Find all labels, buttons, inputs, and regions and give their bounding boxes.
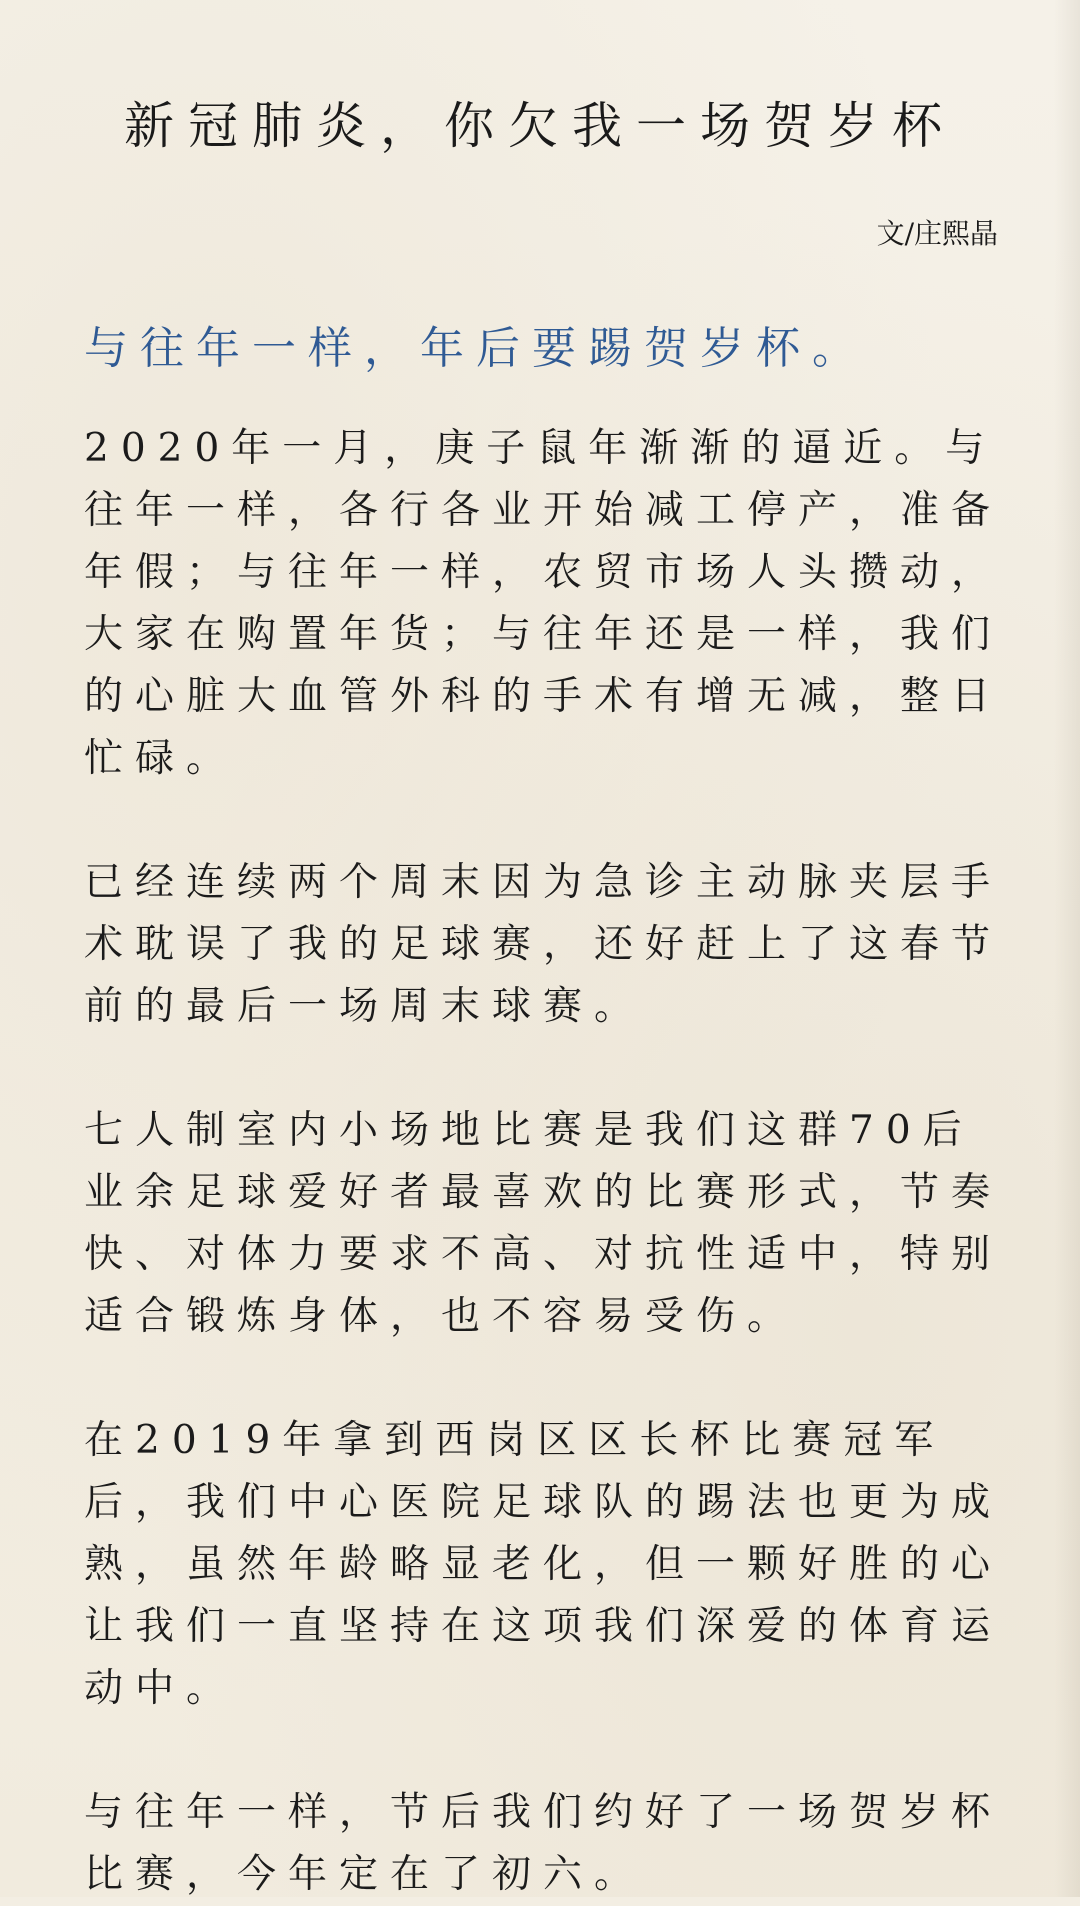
paragraph: 2020年一月，庚子鼠年渐渐的逼近。与往年一样，各行各业开始减工停产，准备年假；与往年一样，农贸市场人头攒动，大家在购置年货；与往年还是一样，我们的心脏大血管外科的手术有增无减，整日忙碌。 <box>84 426 1003 781</box>
paragraph: 在2019年拿到西岗区区长杯比赛冠军后，我们中心医院足球队的踢法也更为成熟，虽然年龄略显老化，但一颗好胜的心让我们一直坚持在这项我们深爱的体育运动中。 <box>84 1418 1003 1711</box>
page-edge-shadow <box>1054 0 1080 1897</box>
section-subtitle: 与往年一样，年后要踢贺岁杯。 <box>84 323 868 374</box>
paragraph: 与往年一样，节后我们约好了一场贺岁杯比赛，今年定在了初六。 <box>84 1790 1003 1897</box>
author-byline: 文/庄熙晶 <box>876 217 998 250</box>
paragraph: 已经连续两个周末因为急诊主动脉夹层手术耽误了我的足球赛，还好赶上了这春节前的最后一场周末球赛。 <box>84 860 1003 1029</box>
article-title: 新冠肺炎，你欠我一场贺岁杯 <box>124 97 956 155</box>
paragraph: 七人制室内小场地比赛是我们这群70后业余足球爱好者最喜欢的比赛形式，节奏快、对体力要求不高、对抗性适中，特别适合锻炼身体，也不容易受伤。 <box>84 1108 1003 1339</box>
article-body <box>84 418 1004 1906</box>
